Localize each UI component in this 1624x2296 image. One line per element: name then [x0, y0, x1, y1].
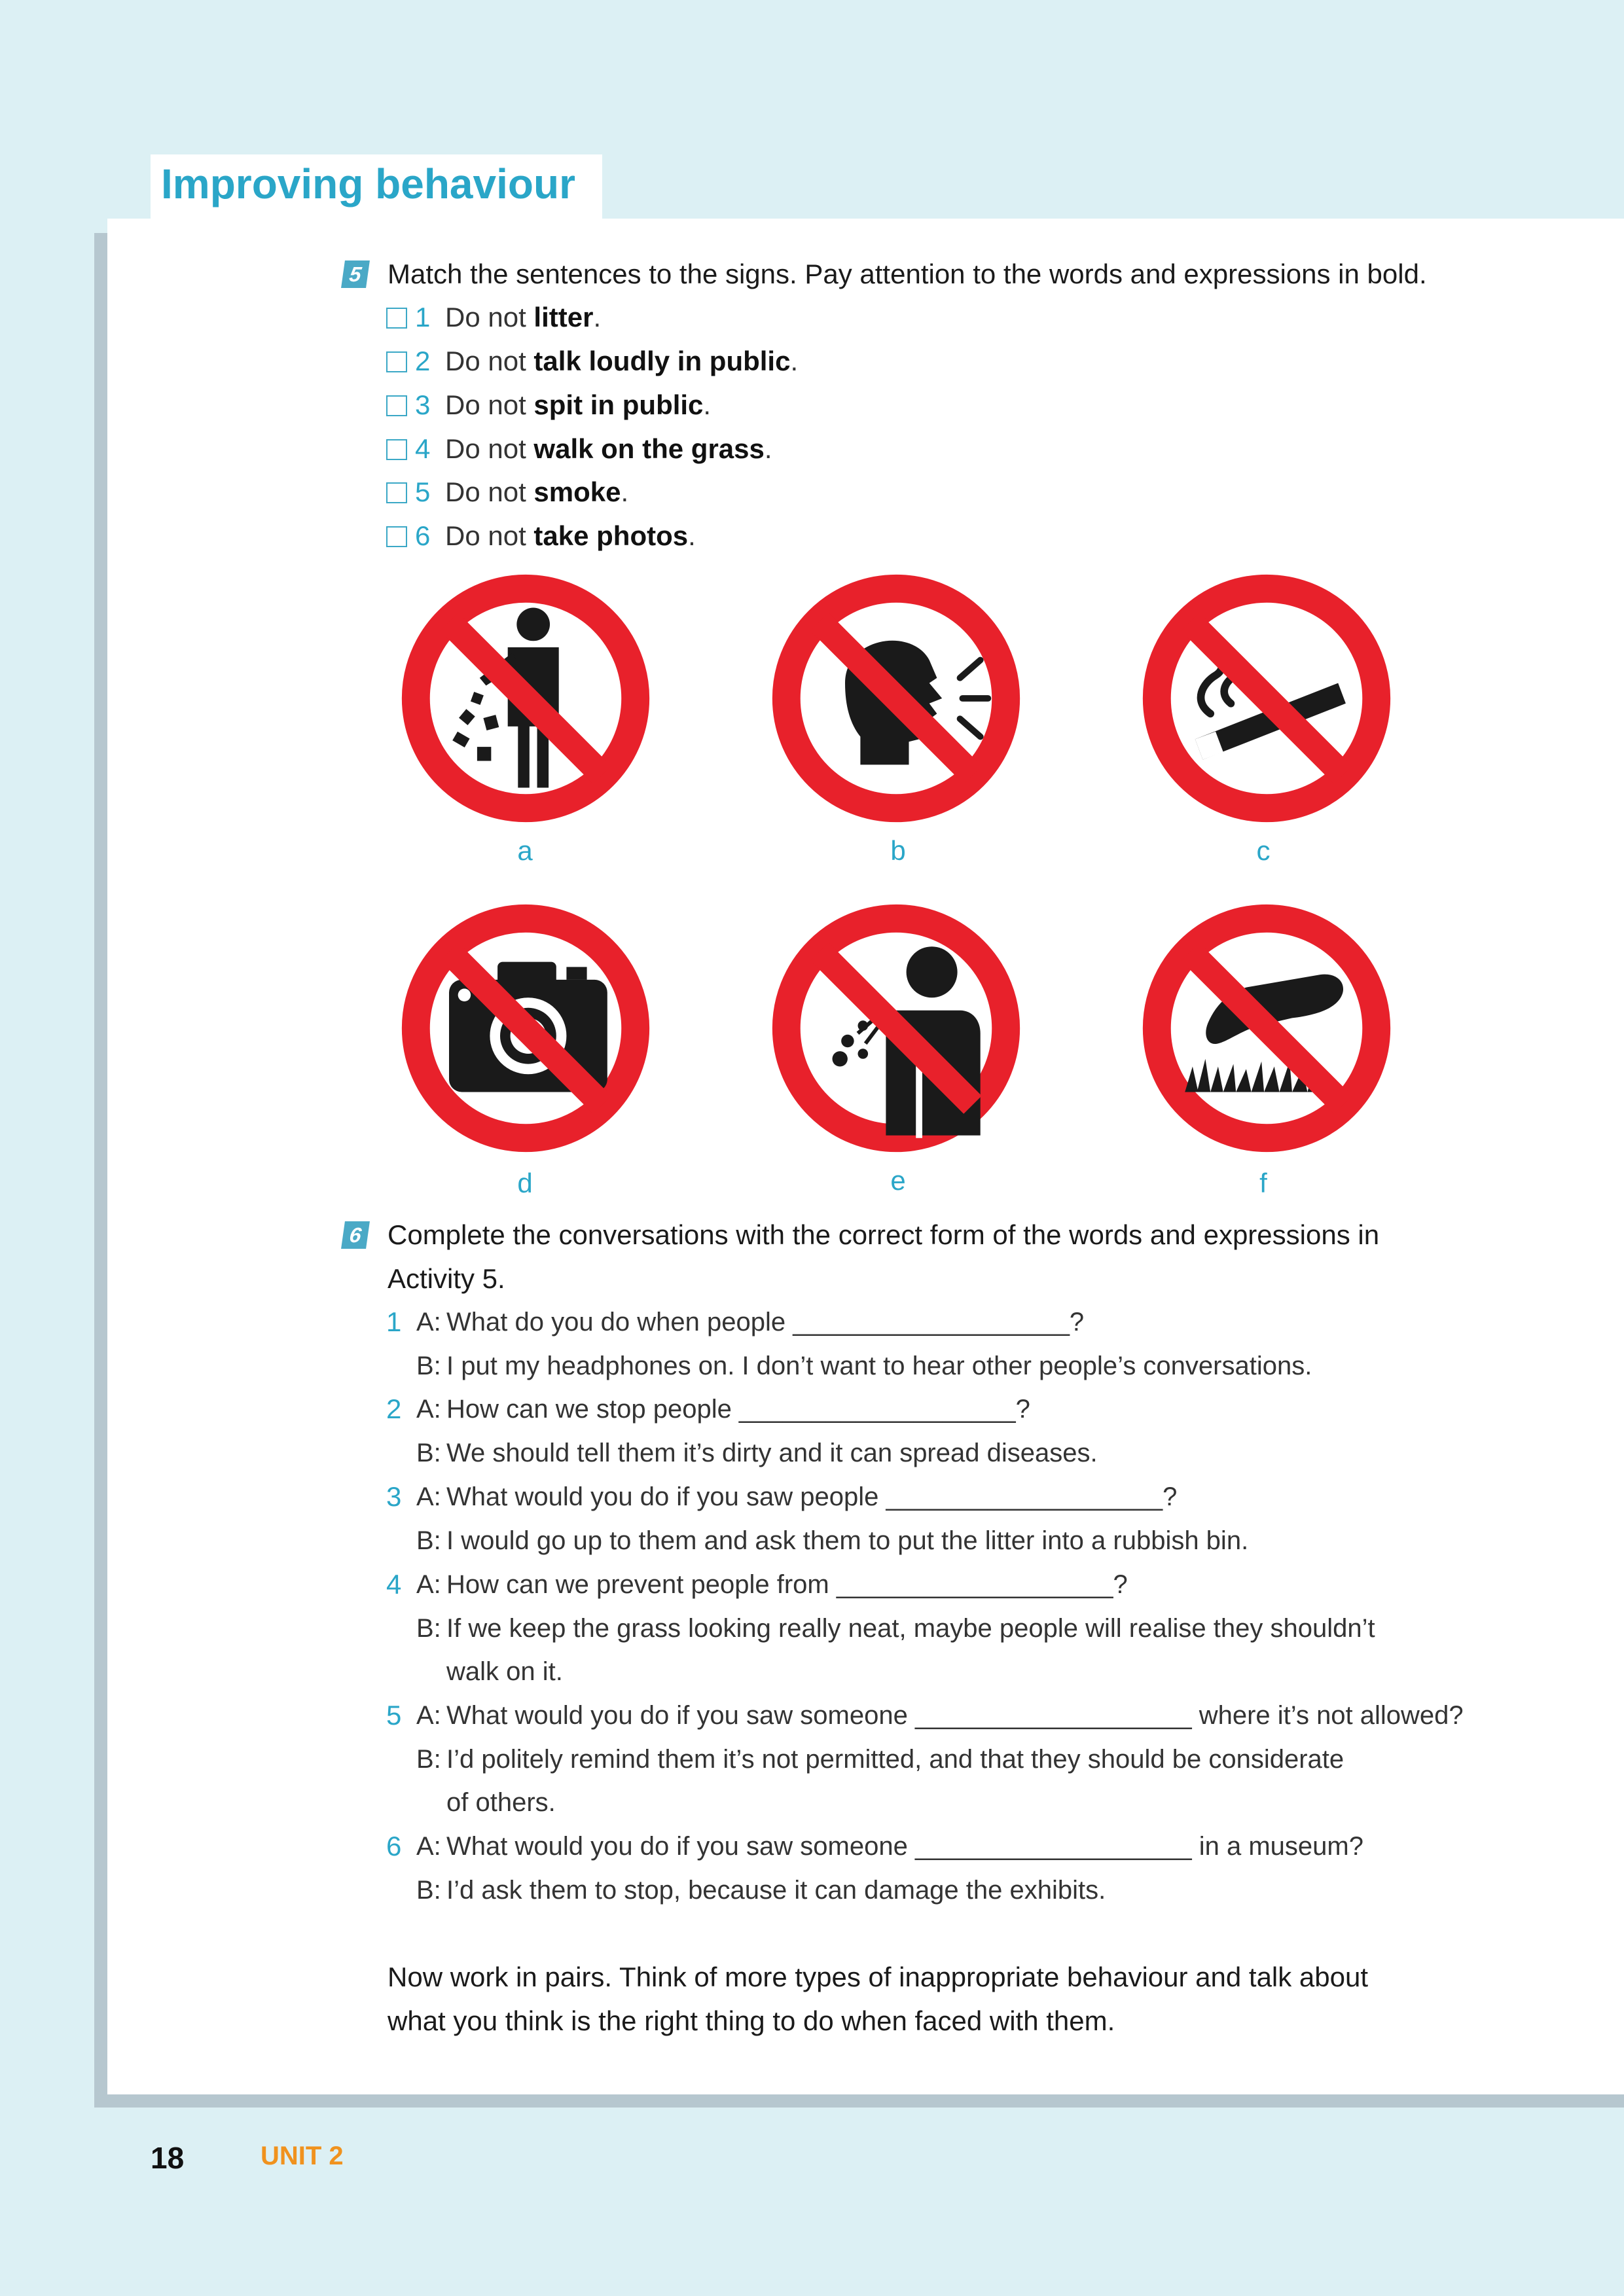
item-text: Do not litter. — [445, 302, 602, 332]
conversation-number: 1 — [386, 1306, 402, 1337]
conversation-number: 3 — [386, 1481, 402, 1512]
utterance-a: How can we stop people ___________________? — [446, 1395, 1030, 1424]
utterance-b: I’d politely remind them it’s not permitted, and that they should be considerate — [446, 1745, 1344, 1774]
activity-6-badge: 6 — [341, 1221, 370, 1249]
activity-6-instruction: Complete the conversations with the correct form of the words and expressions in — [388, 1219, 1380, 1250]
conversation-number: 5 — [386, 1700, 402, 1731]
conversation-number: 4 — [386, 1569, 402, 1600]
speaker-a: A: — [416, 1308, 441, 1336]
utterance-b: If we keep the grass looking really neat, maybe people will realise they shouldn’t — [446, 1614, 1375, 1643]
speaker-b: B: — [416, 1876, 441, 1905]
conversation-number: 2 — [386, 1393, 402, 1424]
item-number: 1 — [415, 302, 431, 332]
content-panel — [107, 219, 1624, 2094]
answer-checkbox-2[interactable] — [386, 351, 407, 372]
speaker-b: B: — [416, 1526, 441, 1555]
item-number: 2 — [415, 346, 431, 376]
speaker-a: A: — [416, 1570, 441, 1599]
speaker-a: A: — [416, 1832, 441, 1861]
utterance-a: What would you do if you saw someone ___________________ where it’s not allowed? — [446, 1701, 1464, 1730]
item-text: Do not smoke. — [445, 476, 629, 507]
utterance-b: We should tell them it’s dirty and it can spread diseases. — [446, 1439, 1098, 1467]
no-littering-icon — [398, 571, 653, 826]
speaker-b: B: — [416, 1352, 441, 1380]
no-walking-on-grass-icon — [1139, 901, 1394, 1156]
item-text: Do not talk loudly in public. — [445, 346, 799, 376]
speaker-a: A: — [416, 1482, 441, 1511]
utterance-b: I put my headphones on. I don’t want to hear other people’s conversations. — [446, 1352, 1312, 1380]
speaker-b: B: — [416, 1439, 441, 1467]
no-smoking-icon — [1139, 571, 1394, 826]
sign-label: a — [517, 835, 533, 866]
utterance-a: What do you do when people ___________________? — [446, 1308, 1085, 1336]
activity-5-instruction: Match the sentences to the signs. Pay attention to the words and expressions in bold. — [388, 259, 1427, 289]
item-number: 6 — [415, 520, 431, 551]
answer-checkbox-5[interactable] — [386, 482, 407, 503]
speaker-b: B: — [416, 1614, 441, 1643]
utterance-b: I would go up to them and ask them to put the litter into a rubbish bin. — [446, 1526, 1249, 1555]
speaker-a: A: — [416, 1395, 441, 1424]
no-spitting-icon — [768, 901, 1024, 1156]
sign-label: c — [1256, 835, 1271, 866]
sign-label: d — [517, 1168, 533, 1198]
utterance-a: What would you do if you saw people ___________________? — [446, 1482, 1178, 1511]
utterance-b: I’d ask them to stop, because it can damage the exhibits. — [446, 1876, 1106, 1905]
item-number: 5 — [415, 476, 431, 507]
answer-checkbox-6[interactable] — [386, 526, 407, 547]
item-text: Do not walk on the grass. — [445, 433, 772, 464]
answer-checkbox-4[interactable] — [386, 439, 407, 460]
no-photos-icon — [398, 901, 653, 1156]
item-text: Do not spit in public. — [445, 389, 712, 420]
page-title: Improving behaviour — [161, 160, 575, 207]
activity-5-badge: 5 — [341, 260, 370, 288]
speaker-b: B: — [416, 1745, 441, 1774]
activity-6-instruction-cont: Activity 5. — [388, 1263, 505, 1294]
item-number: 4 — [415, 433, 431, 464]
page-number: 18 — [151, 2141, 185, 2175]
item-number: 3 — [415, 389, 431, 420]
pairwork-instruction-cont: what you think is the right thing to do when faced with them. — [388, 2005, 1115, 2036]
utterance-a: What would you do if you saw someone ___________________ in a museum? — [446, 1832, 1363, 1861]
sign-label: e — [890, 1165, 906, 1196]
sign-label: b — [890, 835, 906, 866]
utterance-b-cont: walk on it. — [446, 1657, 563, 1686]
sign-label: f — [1259, 1168, 1267, 1198]
answer-checkbox-1[interactable] — [386, 308, 407, 329]
conversation-number: 6 — [386, 1831, 402, 1861]
item-text: Do not take photos. — [445, 520, 696, 551]
unit-label: UNIT 2 — [261, 2142, 344, 2170]
answer-checkbox-3[interactable] — [386, 395, 407, 416]
no-talking-loudly-icon — [768, 571, 1024, 826]
pairwork-instruction: Now work in pairs. Think of more types of inappropriate behaviour and talk about — [388, 1962, 1369, 1992]
utterance-b-cont: of others. — [446, 1788, 556, 1817]
utterance-a: How can we prevent people from ___________________? — [446, 1570, 1128, 1599]
speaker-a: A: — [416, 1701, 441, 1730]
